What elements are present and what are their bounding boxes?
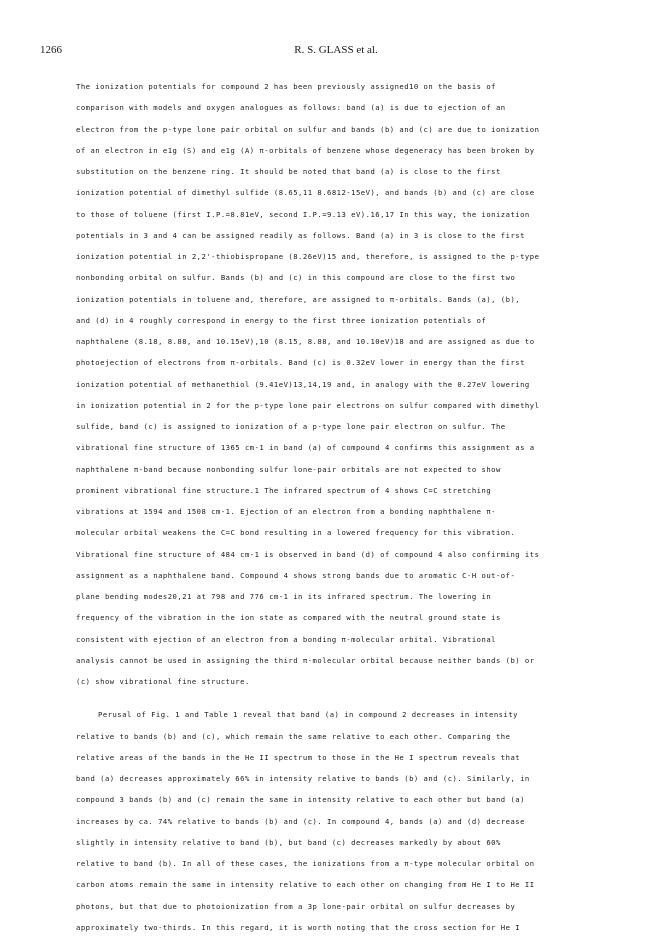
text-line: ionization potential of dimethyl sulfide (8.65,11 8.6812-15eV), and bands (b) and (c) are close bbox=[76, 188, 535, 198]
text-line: nonbonding orbital on sulfur. Bands (b) and (c) in this compound are close to the first two bbox=[76, 273, 516, 283]
text-line: compound 3 bands (b) and (c) remain the same in intensity relative to each other but band (a) bbox=[76, 795, 525, 805]
text-line: vibrations at 1594 and 1508 cm-1. Ejection of an electron from a bonding naphthalene π- bbox=[76, 507, 496, 516]
text-line: potentials in 3 and 4 can be assigned readily as follows. Band (a) in 3 is close to the first bbox=[76, 230, 525, 240]
text-line: naphthalene (8.18, 8.88, and 10.15eV),10 (8.15, 8.88, and 10.10eV)18 and are assigned as due to bbox=[76, 337, 535, 346]
text-line: The ionization potentials for compound 2 has been previously assigned10 on the basis of bbox=[76, 82, 496, 91]
text-line: molecular orbital weakens the C=C bond resulting in a lowered frequency for this vibration. bbox=[76, 528, 516, 538]
text-line: approximately two-thirds. In this regard, it is worth noting that the cross section for He I bbox=[76, 922, 521, 932]
text-line: analysis cannot be used in assigning the third π-molecular orbital because neither bands (b) or bbox=[76, 655, 535, 665]
text-line: substitution on the benzene ring. It should be noted that band (a) is close to the first bbox=[76, 167, 501, 176]
text-line: prominent vibrational fine structure.1 The infrared spectrum of 4 shows C=C stretching bbox=[76, 485, 492, 495]
text-line: assignment as a naphthalene band. Compound 4 shows strong bands due to aromatic C-H out-of- bbox=[76, 570, 516, 580]
text-line: band (a) decreases approximately 66% in intensity relative to bands (b) and (c). Similarly, in bbox=[76, 774, 530, 783]
text-line: ionization potential in 2,2'-thiobispropane (8.26eV)15 and, therefore, is assigned to the p-type bbox=[76, 252, 540, 261]
text-line: Vibrational fine structure of 484 cm-1 is observed in band (d) of compound 4 also confirming its bbox=[76, 549, 540, 559]
text-line: and (d) in 4 roughly correspond in energy to the first three ionization potentials of bbox=[76, 315, 487, 325]
text-line: relative to bands (b) and (c), which remain the same relative to each other. Comparing the bbox=[76, 731, 511, 741]
text-line: plane bending modes20,21 at 798 and 776 cm-1 in its infrared spectrum. The lowering in bbox=[76, 592, 492, 601]
text-line: of an electron in e1g (S) and e1g (A) π-orbitals of benzene whose degeneracy has been broken by bbox=[76, 145, 535, 155]
text-line: carbon atoms remain the same in intensity relative to each other on changing from He I to He II bbox=[76, 880, 535, 890]
text-line: sulfide, band (c) is assigned to ionization of a p-type lone pair electron on sulfur. The bbox=[76, 422, 506, 431]
text-line: increases by ca. 74% relative to bands (b) and (c). In compound 4, bands (a) and (d) decrease bbox=[76, 816, 525, 826]
text-line: consistent with ejection of an electron from a bonding π-molecular orbital. Vibrational bbox=[76, 634, 496, 644]
text-line: comparison with models and oxygen analogues as follows: band (a) is due to ejection of an bbox=[76, 103, 506, 113]
running-head: R. S. GLASS et al. bbox=[294, 44, 378, 56]
text-line: ionization potential of methanethiol (9.41eV)13,14,19 and, in analogy with the 0.27eV lowering bbox=[76, 379, 530, 389]
text-line: (c) show vibrational fine structure. bbox=[76, 677, 250, 686]
text-line: naphthalene π-band because nonbonding sulfur lone-pair orbitals are not expected to show bbox=[76, 464, 501, 474]
text-line: electron from the p-type lone pair orbital on sulfur and bands (b) and (c) are due to ionization bbox=[76, 124, 540, 134]
article-body bbox=[76, 76, 616, 950]
text-line: Perusal of Fig. 1 and Table 1 reveal that band (a) in compound 2 decreases in intensity bbox=[98, 710, 518, 720]
text-line: relative areas of the bands in the He II spectrum to those in the He I spectrum reveals that bbox=[76, 752, 521, 762]
paragraph-2 bbox=[76, 704, 616, 938]
text-line: vibrational fine structure of 1365 cm-1 in band (a) of compound 4 confirms this assignment as a bbox=[76, 443, 535, 453]
text-line: frequency of the vibration in the ion state as compared with the neutral ground state is bbox=[76, 613, 501, 623]
text-line: photoejection of electrons from π-orbitals. Band (c) is 0.32eV lower in energy than the first bbox=[76, 358, 525, 368]
page-number: 1266 bbox=[40, 44, 62, 56]
paragraph-1 bbox=[76, 76, 616, 692]
text-line: to those of toluene (first I.P.=8.81eV, second I.P.=9.13 eV).16,17 In this way, the ionization bbox=[76, 209, 530, 219]
text-line: photons, but that due to photoionization from a 3p lone-pair orbital on sulfur decreases by bbox=[76, 901, 516, 911]
text-line: relative to band (b). In all of these cases, the ionizations from a π-type molecular orbital on bbox=[76, 859, 535, 868]
text-line: in ionization potential in 2 for the p-type lone pair electrons on sulfur compared with dimethyl bbox=[76, 400, 540, 410]
text-line: slightly in intensity relative to band (b), but band (c) decreases markedly by about 60% bbox=[76, 837, 501, 847]
text-line: ionization potentials in toluene and, therefore, are assigned to π-orbitals. Bands (a), (b), bbox=[76, 294, 521, 304]
